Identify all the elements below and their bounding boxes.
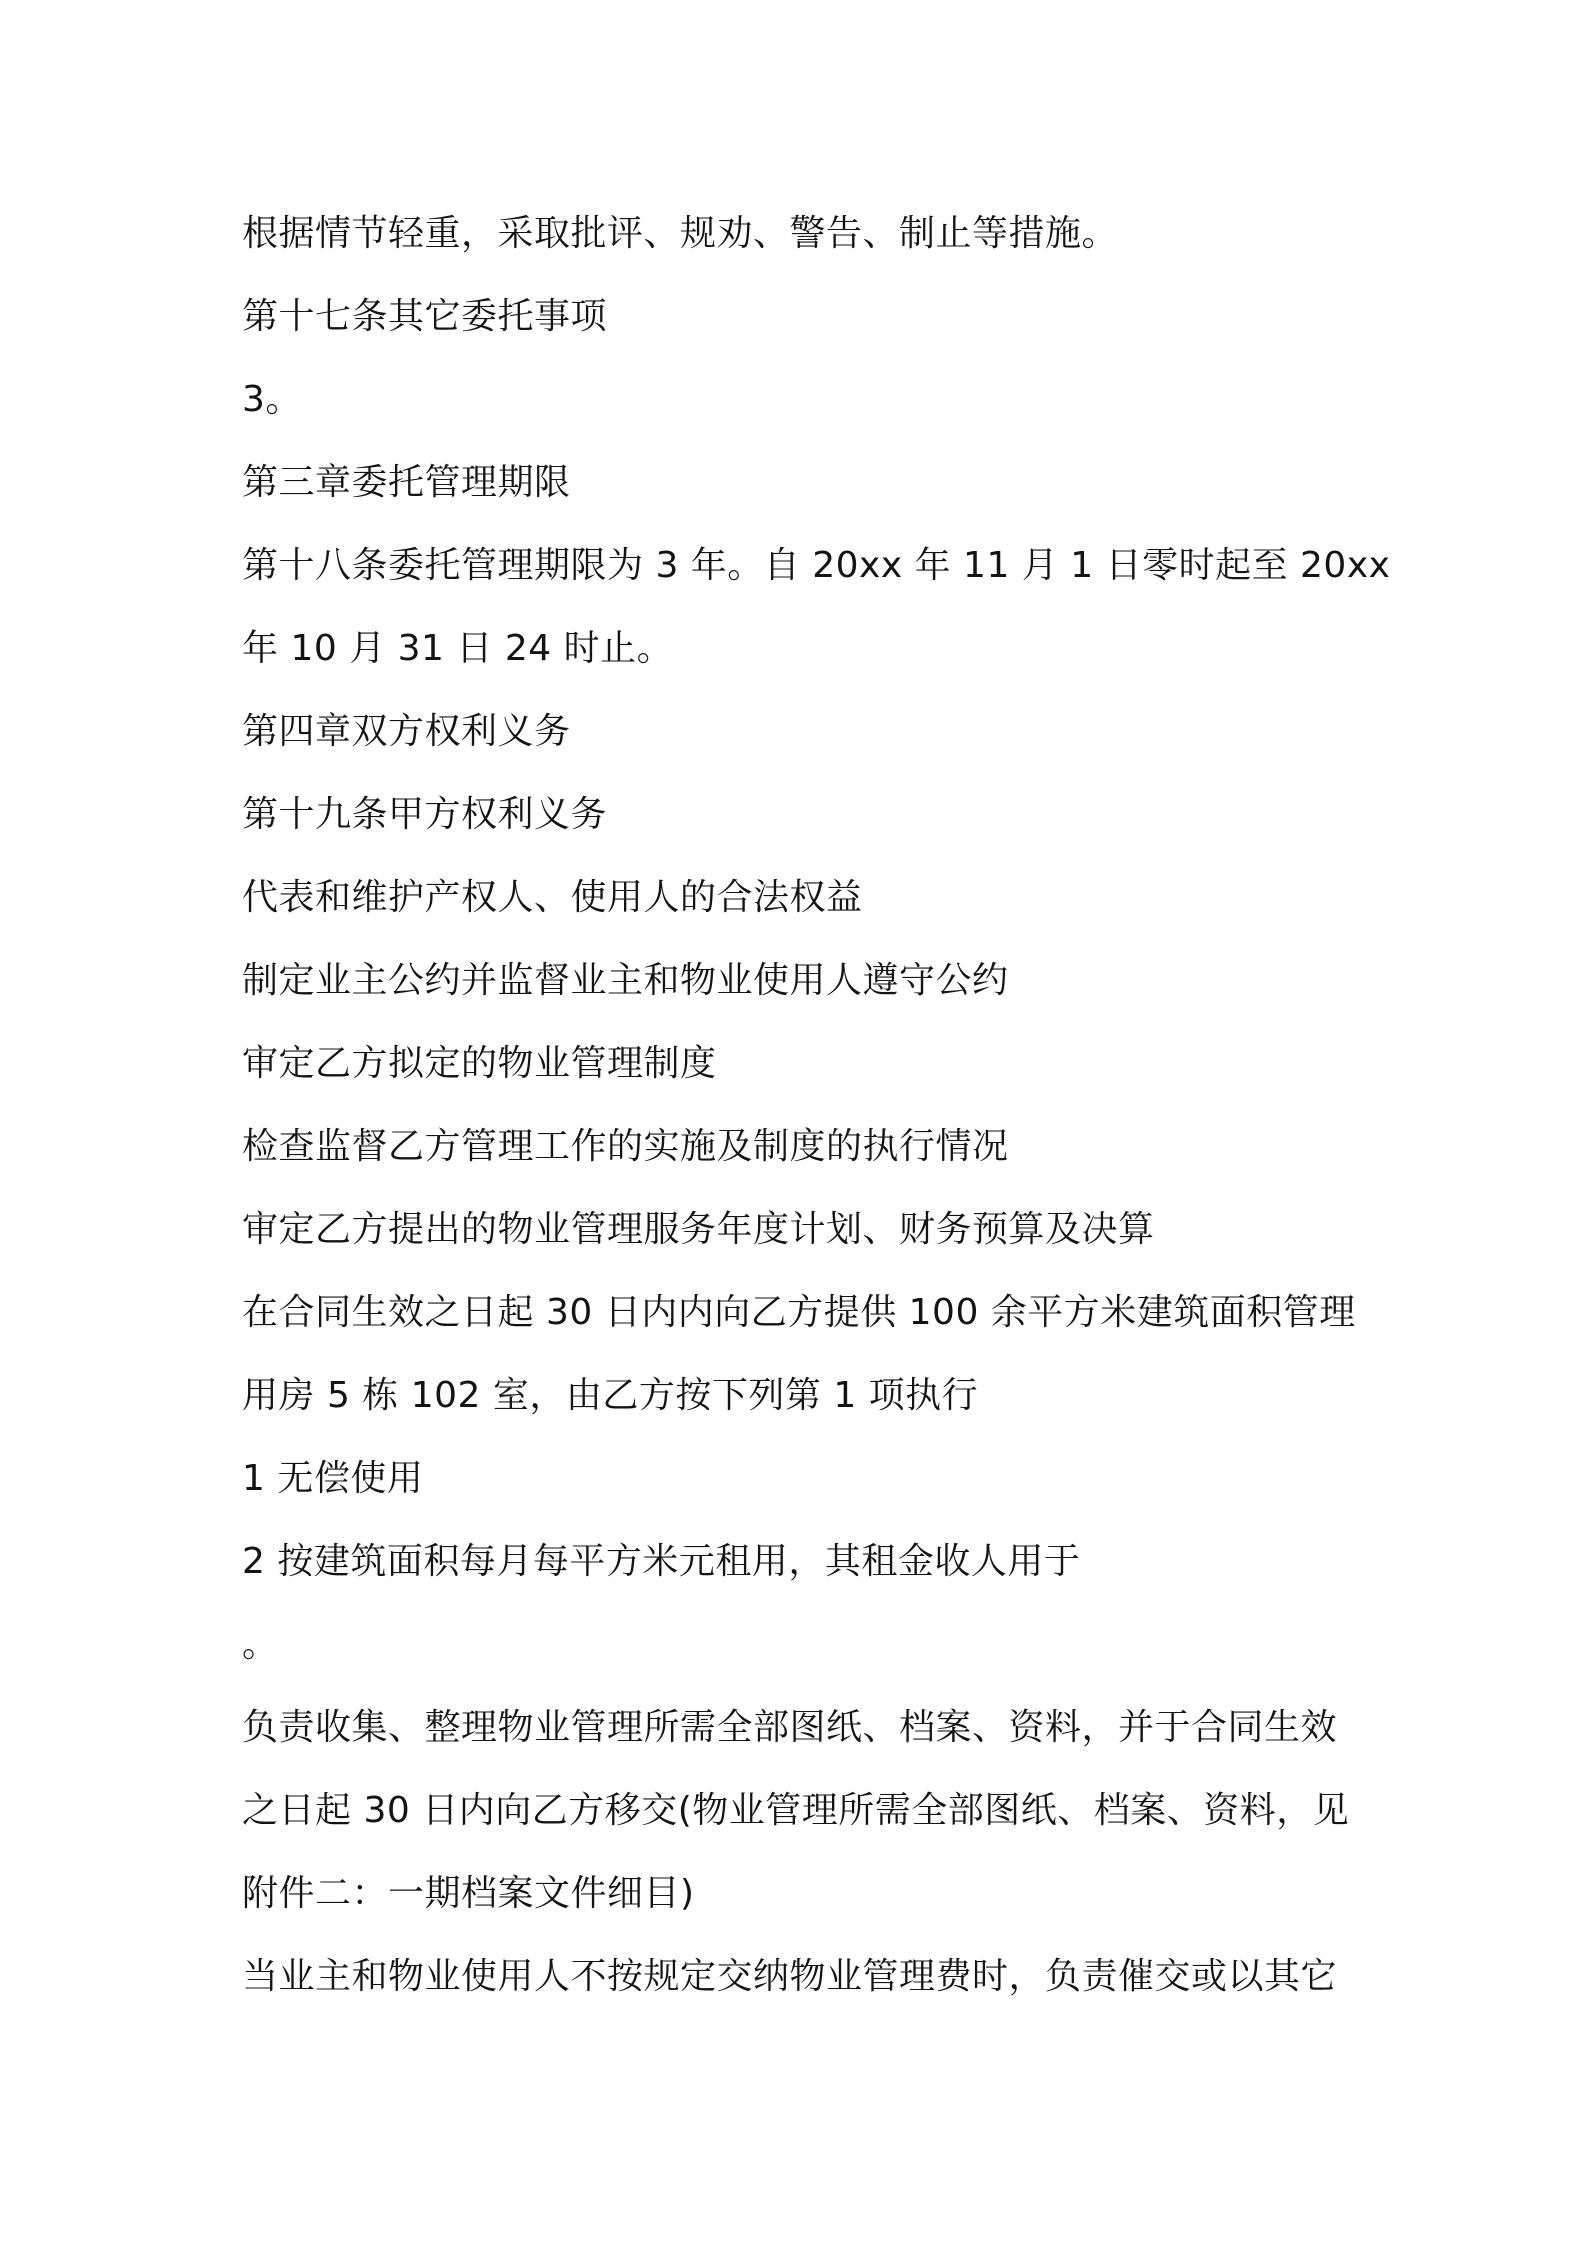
- chapter-heading: 第四章双方权利义务: [242, 711, 571, 752]
- text-line: 2 按建筑面积每月每平方米元租用，其租金收人用于: [242, 1541, 1081, 1582]
- text-line: 制定业主公约并监督业主和物业使用人遵守公约: [242, 960, 1009, 1001]
- text-line: 根据情节轻重，采取批评、规劝、警告、制止等措施。: [242, 213, 1119, 254]
- text-line: 第十七条其它委托事项: [242, 296, 608, 337]
- text-line: 审定乙方提出的物业管理服务年度计划、财务预算及决算: [242, 1209, 1155, 1250]
- chapter-heading: 第三章委托管理期限: [242, 462, 571, 503]
- text-line: 当业主和物业使用人不按规定交纳物业管理费时，负责催交或以其它: [242, 1956, 1338, 1997]
- text-line: 第十九条甲方权利义务: [242, 794, 608, 835]
- text-line: 附件二：一期档案文件细目): [242, 1873, 695, 1914]
- text-line: 1 无偿使用: [242, 1458, 424, 1499]
- text-line: 代表和维护产权人、使用人的合法权益: [242, 877, 863, 918]
- text-line: 之日起 30 日内向乙方移交(物业管理所需全部图纸、档案、资料，见: [242, 1790, 1350, 1831]
- text-line: 审定乙方拟定的物业管理制度: [242, 1043, 717, 1084]
- text-line: 在合同生效之日起 30 日内内向乙方提供 100 余平方米建筑面积管理: [242, 1292, 1356, 1333]
- document-body: [242, 192, 1391, 2018]
- text-line: 。: [242, 1624, 279, 1665]
- text-line: 第十八条委托管理期限为 3 年。自 20xx 年 11 月 1 日零时起至 20xx: [242, 545, 1391, 586]
- text-line: 3。: [242, 379, 302, 420]
- text-line: 用房 5 栋 102 室，由乙方按下列第 1 项执行: [242, 1375, 979, 1416]
- text-line: 年 10 月 31 日 24 时止。: [242, 628, 674, 669]
- text-line: 检查监督乙方管理工作的实施及制度的执行情况: [242, 1126, 1009, 1167]
- text-line: 负责收集、整理物业管理所需全部图纸、档案、资料，并于合同生效: [242, 1707, 1338, 1748]
